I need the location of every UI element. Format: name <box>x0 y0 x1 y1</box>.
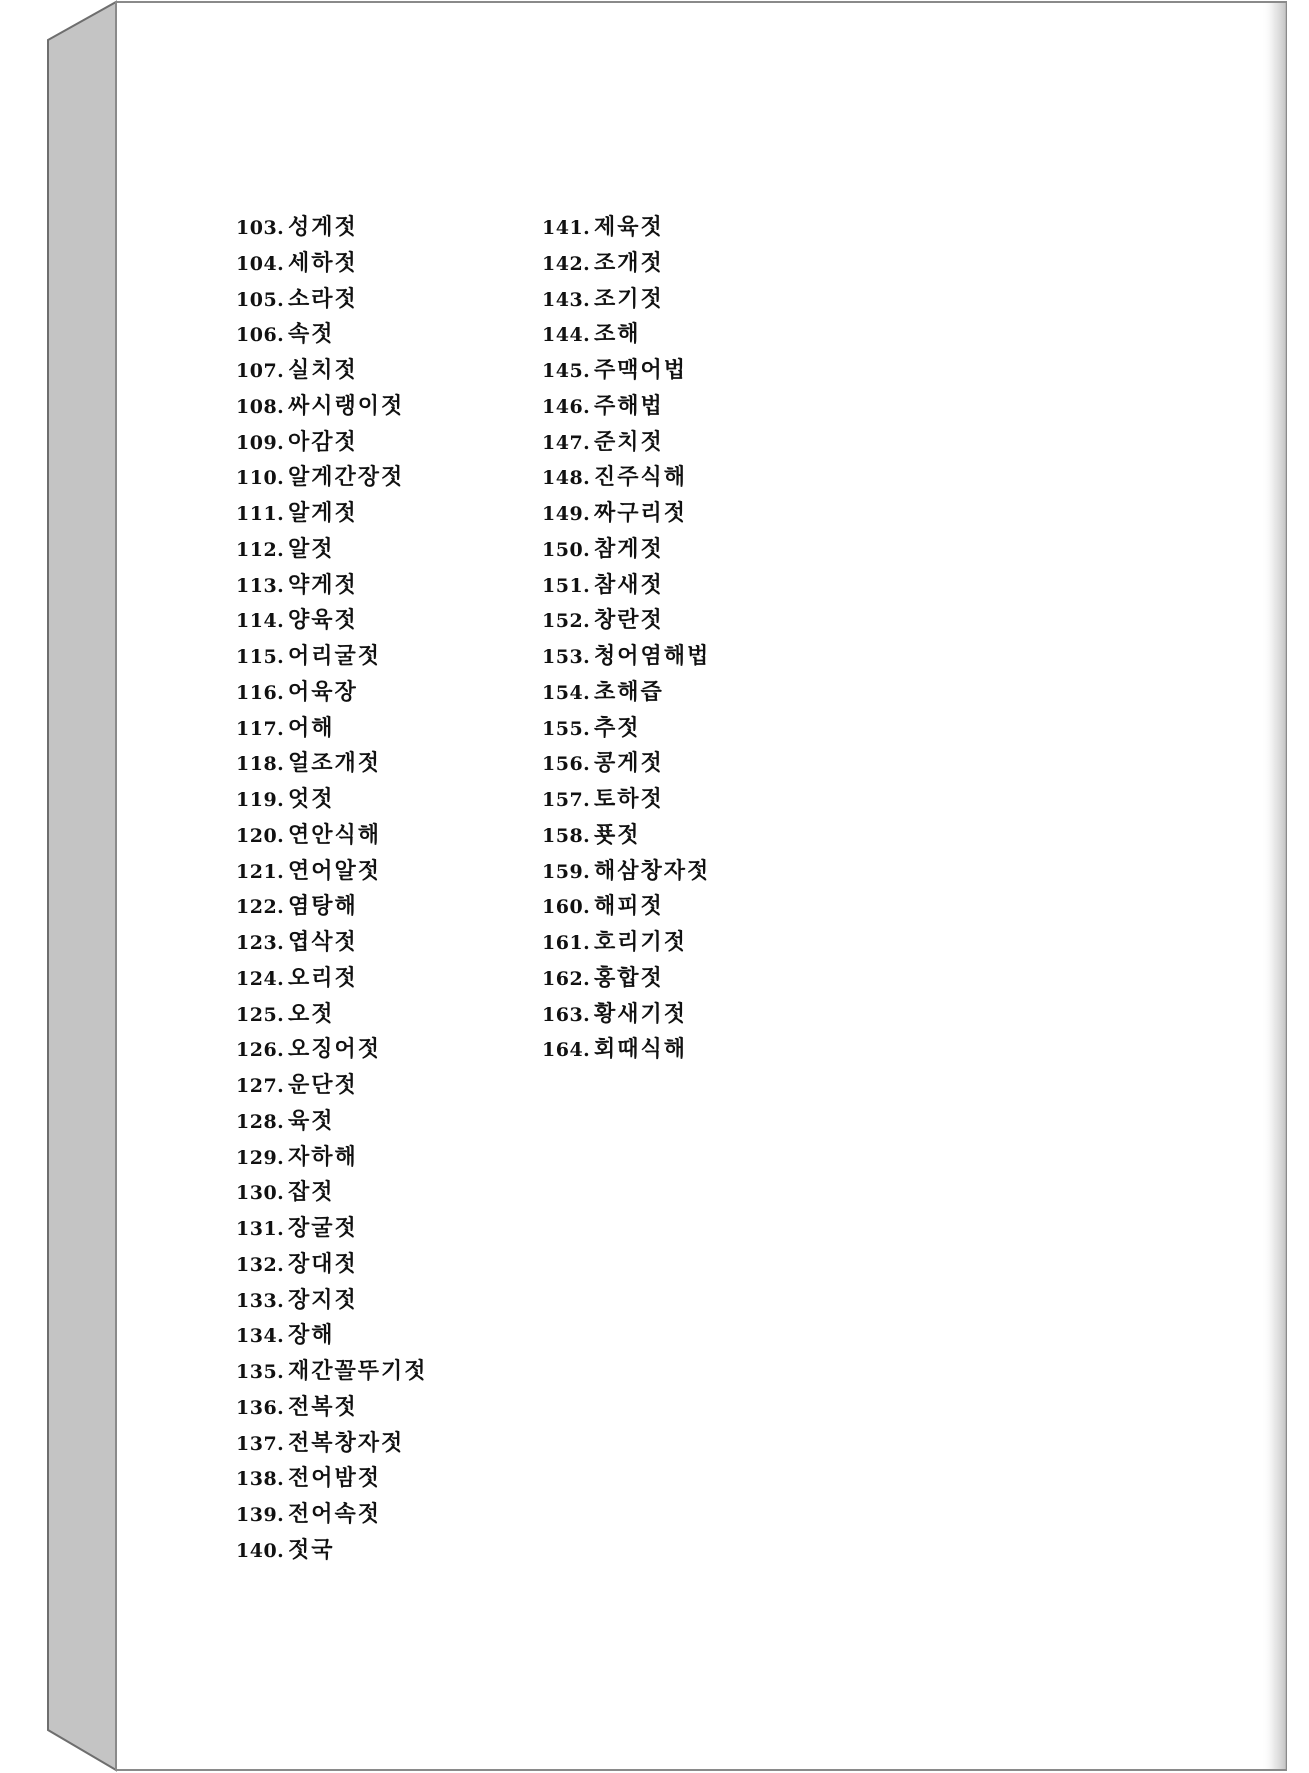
entry-number: 106. <box>236 324 285 347</box>
entry-name: 오젓 <box>288 1001 335 1027</box>
entry-name: 짜구리젓 <box>594 501 688 526</box>
list-item <box>542 782 710 818</box>
entry-name: 장해 <box>288 1323 335 1349</box>
list-item <box>542 603 710 639</box>
entry-name: 알게젓 <box>288 501 358 526</box>
entry-name: 엽삭젓 <box>288 930 358 955</box>
entry-name: 조개젓 <box>594 250 664 276</box>
list-item <box>236 353 428 389</box>
entry-number: 118. <box>236 753 285 776</box>
entry-number: 159. <box>542 860 591 883</box>
entry-number: 142. <box>542 252 591 275</box>
entry-number: 158. <box>542 824 591 847</box>
entry-name: 아감젓 <box>288 429 358 455</box>
list-item <box>236 782 428 818</box>
entry-name: 추젓 <box>594 715 641 741</box>
entry-number: 123. <box>236 932 285 954</box>
list-item <box>236 317 428 353</box>
entry-name: 운단젓 <box>288 1073 358 1098</box>
list-item <box>236 425 428 461</box>
entry-name: 육젓 <box>288 1108 335 1134</box>
entry-number: 145. <box>542 360 591 382</box>
entry-name: 연안식해 <box>288 822 382 848</box>
entry-name: 창란젓 <box>594 608 664 634</box>
entry-name: 제육젓 <box>594 215 664 240</box>
list-item <box>236 1318 428 1354</box>
entry-name: 장대젓 <box>288 1251 358 1277</box>
list-item <box>236 1283 428 1319</box>
list-item <box>542 568 710 604</box>
entry-number: 116. <box>236 681 285 704</box>
entry-number: 135. <box>236 1361 285 1383</box>
entry-number: 104. <box>236 252 285 275</box>
entry-name: 재간꼴뚜기젓 <box>288 1359 428 1384</box>
entry-name: 소라젓 <box>288 286 358 312</box>
entry-name: 어육장 <box>288 679 358 705</box>
list-item <box>236 246 428 282</box>
entry-name: 어해 <box>288 715 335 741</box>
entry-name: 전어밤젓 <box>288 1466 382 1492</box>
list-item <box>236 603 428 639</box>
list-item <box>236 1354 428 1390</box>
entry-number: 105. <box>236 288 285 311</box>
entry-number: 134. <box>236 1325 285 1348</box>
entry-name: 연어알젓 <box>288 858 382 884</box>
entry-name: 자하해 <box>288 1144 358 1170</box>
list-item <box>236 961 428 997</box>
entry-number: 139. <box>236 1504 285 1526</box>
entry-name: 회때식해 <box>594 1037 688 1063</box>
list-item <box>542 389 710 425</box>
entry-name: 전복창자젓 <box>288 1430 405 1456</box>
entry-name: 주해법 <box>594 393 664 419</box>
list-item <box>542 460 710 496</box>
entry-number: 160. <box>542 896 591 919</box>
entry-number: 163. <box>542 1003 591 1026</box>
entry-name: 주맥어법 <box>594 358 688 383</box>
entry-number: 113. <box>236 574 285 597</box>
entry-number: 162. <box>542 967 591 990</box>
entry-number: 151. <box>542 574 591 597</box>
list-item <box>542 425 710 461</box>
list-item <box>542 961 710 997</box>
list-item <box>542 997 710 1033</box>
list-item <box>236 1211 428 1247</box>
list-item <box>236 818 428 854</box>
list-item <box>236 1497 428 1533</box>
entry-name: 토하젓 <box>594 787 664 812</box>
list-item <box>236 854 428 890</box>
list-item <box>236 1104 428 1140</box>
entry-number: 128. <box>236 1110 285 1133</box>
list-item <box>542 711 710 747</box>
entry-name: 푯젓 <box>594 822 641 848</box>
list-item <box>236 1140 428 1176</box>
entry-number: 164. <box>542 1039 591 1062</box>
list-item <box>236 746 428 782</box>
entry-name: 황새기젓 <box>594 1001 688 1027</box>
entry-number: 111. <box>236 503 285 525</box>
list-item <box>236 925 428 961</box>
list-item <box>236 568 428 604</box>
entry-number: 140. <box>236 1539 285 1562</box>
entry-name: 성게젓 <box>288 215 358 240</box>
list-item <box>542 282 710 318</box>
entry-name: 잡젓 <box>288 1180 335 1206</box>
entry-name: 청어염해법 <box>594 644 711 669</box>
entry-name: 엇젓 <box>288 787 335 812</box>
entry-number: 148. <box>542 467 591 490</box>
entry-name: 세하젓 <box>288 250 358 276</box>
list-item <box>542 532 710 568</box>
entry-number: 112. <box>236 538 285 561</box>
list-item <box>542 746 710 782</box>
list-item <box>542 496 710 532</box>
entry-name: 준치젓 <box>594 429 664 455</box>
entry-name: 홍합젓 <box>594 965 664 991</box>
entry-number: 144. <box>542 324 591 347</box>
entry-name: 알젓 <box>288 536 335 562</box>
entry-name: 전어속젓 <box>288 1502 382 1527</box>
right-column <box>542 210 710 1068</box>
entry-number: 154. <box>542 681 591 704</box>
entry-number: 153. <box>542 646 591 668</box>
list-item <box>236 639 428 675</box>
entry-number: 130. <box>236 1182 285 1205</box>
entry-name: 염탕해 <box>288 894 358 920</box>
entry-name: 젓국 <box>288 1537 335 1563</box>
entry-number: 127. <box>236 1075 285 1097</box>
list-item <box>542 925 710 961</box>
entry-number: 146. <box>542 395 591 418</box>
list-item <box>236 1175 428 1211</box>
entry-number: 150. <box>542 538 591 561</box>
list-item <box>542 210 710 246</box>
entry-name: 참게젓 <box>594 536 664 562</box>
list-item <box>236 1390 428 1426</box>
entry-number: 137. <box>236 1432 285 1455</box>
entry-name: 장굴젓 <box>288 1216 358 1241</box>
entry-name: 초해즙 <box>594 679 664 705</box>
entry-number: 126. <box>236 1039 285 1062</box>
list-item <box>542 675 710 711</box>
list-item <box>542 1032 710 1068</box>
entry-name: 싸시랭이젓 <box>288 393 405 419</box>
entry-number: 155. <box>542 717 591 740</box>
entry-name: 해피젓 <box>594 894 664 920</box>
entry-number: 110. <box>236 467 285 490</box>
page-edge-shadow <box>1262 3 1286 1769</box>
entry-number: 120. <box>236 824 285 847</box>
entry-number: 108. <box>236 395 285 418</box>
entry-number: 131. <box>236 1218 285 1240</box>
entry-name: 오징어젓 <box>288 1037 382 1063</box>
entry-name: 어리굴젓 <box>288 644 382 669</box>
list-item <box>236 1068 428 1104</box>
entry-number: 125. <box>236 1003 285 1026</box>
list-item <box>542 818 710 854</box>
entry-name: 진주식해 <box>594 465 688 491</box>
left-column <box>236 210 428 1569</box>
entry-number: 114. <box>236 610 285 633</box>
list-item <box>236 711 428 747</box>
entry-number: 136. <box>236 1396 285 1419</box>
entry-number: 109. <box>236 431 285 454</box>
entry-name: 조기젓 <box>594 286 664 312</box>
entry-name: 약게젓 <box>288 572 358 598</box>
list-item <box>236 1426 428 1462</box>
entry-number: 124. <box>236 967 285 990</box>
list-item <box>542 889 710 925</box>
entry-number: 115. <box>236 646 285 668</box>
entry-number: 132. <box>236 1253 285 1276</box>
entry-number: 157. <box>542 789 591 811</box>
list-item <box>236 282 428 318</box>
list-item <box>236 1533 428 1569</box>
entry-number: 138. <box>236 1468 285 1491</box>
entry-number: 103. <box>236 217 285 239</box>
entry-name: 실치젓 <box>288 358 358 383</box>
list-item <box>236 1032 428 1068</box>
entry-number: 121. <box>236 860 285 883</box>
list-item <box>236 532 428 568</box>
entry-number: 152. <box>542 610 591 633</box>
entry-number: 129. <box>236 1146 285 1169</box>
list-item <box>542 246 710 282</box>
entry-number: 156. <box>542 753 591 776</box>
entry-name: 얼조개젓 <box>288 751 382 777</box>
entry-name: 참새젓 <box>594 572 664 598</box>
entry-number: 143. <box>542 288 591 311</box>
book-spine <box>48 2 116 1770</box>
list-item <box>542 854 710 890</box>
entry-number: 141. <box>542 217 591 239</box>
entry-name: 전복젓 <box>288 1394 358 1420</box>
entry-name: 속젓 <box>288 322 335 348</box>
list-item <box>236 997 428 1033</box>
entry-name: 호리기젓 <box>594 930 688 955</box>
list-item <box>236 675 428 711</box>
entry-name: 해삼창자젓 <box>594 858 711 884</box>
list-item <box>236 389 428 425</box>
list-item <box>542 353 710 389</box>
list-item <box>542 639 710 675</box>
list-item <box>236 460 428 496</box>
entry-number: 149. <box>542 503 591 525</box>
entry-name: 오리젓 <box>288 965 358 991</box>
entry-number: 147. <box>542 431 591 454</box>
list-item <box>236 496 428 532</box>
list-item <box>236 889 428 925</box>
entry-number: 122. <box>236 896 285 919</box>
entry-name: 조해 <box>594 322 641 348</box>
entry-number: 107. <box>236 360 285 382</box>
list-item <box>236 1461 428 1497</box>
list-item <box>236 210 428 246</box>
list-item <box>542 317 710 353</box>
entry-number: 117. <box>236 717 285 740</box>
entry-name: 콩게젓 <box>594 751 664 777</box>
entry-number: 161. <box>542 932 591 954</box>
entry-name: 알게간장젓 <box>288 465 405 491</box>
entry-number: 133. <box>236 1289 285 1312</box>
entry-name: 장지젓 <box>288 1287 358 1313</box>
entry-number: 119. <box>236 789 285 811</box>
list-item <box>236 1247 428 1283</box>
entry-name: 양육젓 <box>288 608 358 634</box>
